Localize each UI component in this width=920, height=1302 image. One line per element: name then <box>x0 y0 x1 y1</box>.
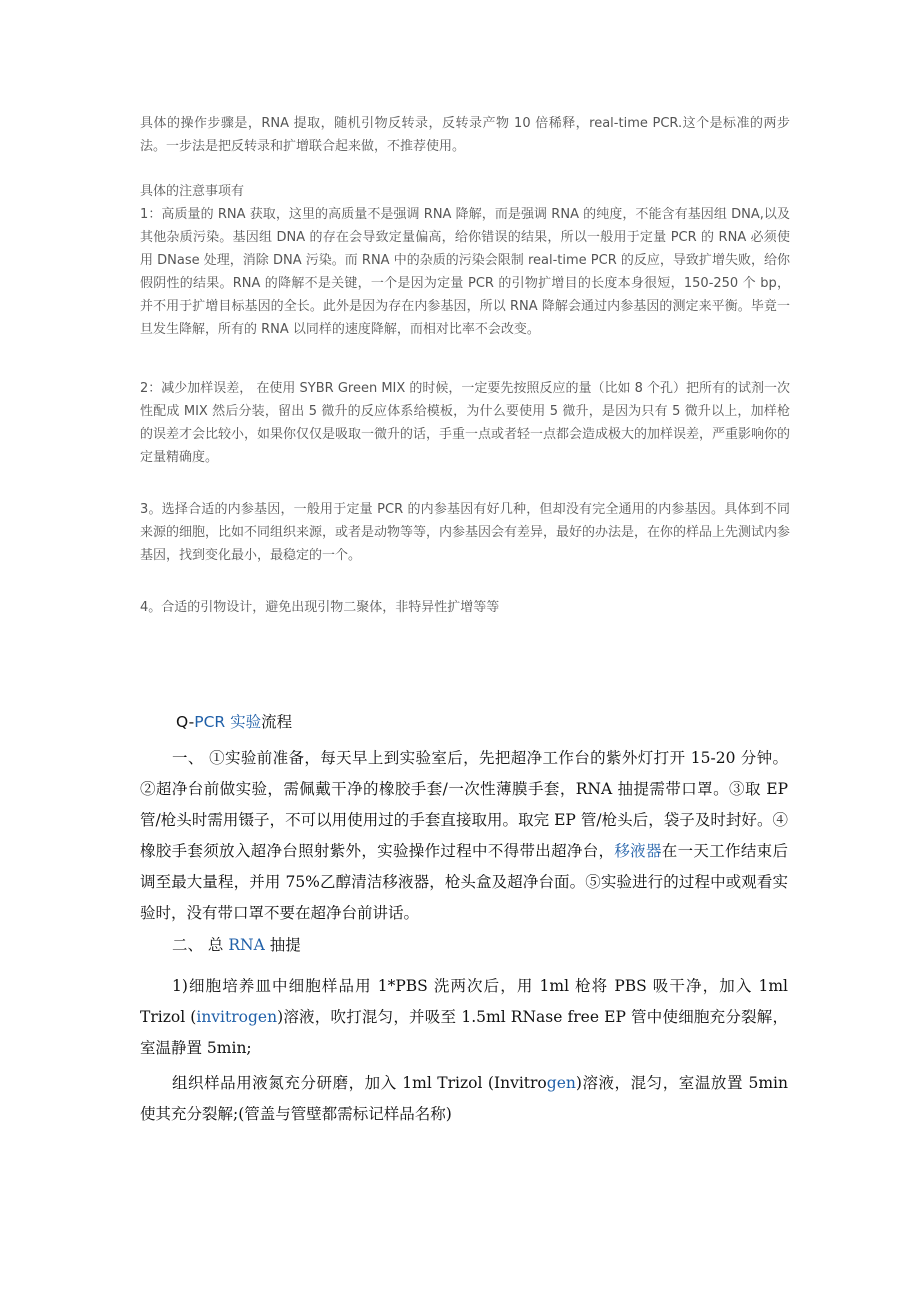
sub-step-1-text-b: )溶液，吹打混匀，并吸至 1.5ml RNase free EP 管中使细胞充分裂解，室温静置 5min; <box>140 1008 789 1057</box>
note-item-1: 1：高质量的 RNA 获取，这里的高质量不是强调 RNA 降解，而是强调 RNA 的纯度，不能含有基因组 DNA,以及其他杂质污染。基因组 DNA 的存在会导致定量偏高，给你错误的结果，所以一般用于定量 PCR 的 RNA 必须使用 DNase 处理，消除 DNA 污染。而 RNA 中的杂质的污染会限制 real-time PCR 的反应，导致扩增失败，给你假阴性的结果。RNA 的降解不是关键，一个是因为定量 PCR 的引物扩增目的长度本身很短，150-250 个 bp，并不用于扩增目标基因的全长。此外是因为存在内参基因，所以 RNA 降解会通过内参基因的测定来平衡。毕竟一旦发生降解，所有的 RNA 以同样的速度降解，而相对比率不会改变。 <box>140 207 790 337</box>
title-prefix: Q- <box>176 713 195 731</box>
notes-section <box>140 180 790 341</box>
intro-paragraph <box>140 112 790 158</box>
note-item-3-block <box>140 498 790 567</box>
step-2-heading <box>140 930 788 961</box>
step-2-text-a: 二、 总 <box>172 936 229 954</box>
sub-step-1-paragraph <box>140 971 788 1064</box>
note-item-4-block <box>140 596 790 619</box>
sub-step-1-text-a: 1)细胞培养皿中细胞样品用 1*PBS 洗两次后，用 1ml 枪将 PBS 吸干净，加入 1ml Trizol ( <box>140 977 788 1026</box>
rna-link[interactable]: RNA <box>228 936 265 954</box>
title-suffix: 流程 <box>261 713 293 731</box>
sub-step-2-text-b: )溶液，混匀，室温放置 5min 使其充分裂解;(管盖与管壁都需标记样品名称) <box>140 1074 788 1123</box>
note-item-4: 4。合适的引物设计，避免出现引物二聚体，非特异性扩增等等 <box>140 600 500 615</box>
step-2-text-b: 抽提 <box>264 936 301 954</box>
experiment-link[interactable]: 实验 <box>230 713 262 731</box>
step-1-text-a: 一、 ①实验前准备，每天早上到实验室后，先把超净工作台的紫外灯打开 15-20 分钟。②超净台前做实验，需佩戴干净的橡胶手套/一次性薄膜手套，RNA 抽提需带口罩。③取 EP 管/枪头时需用镊子，不可以用使用过的手套直接取用。取完 EP 管/枪头后，袋子及时封好。④橡胶手套须放入超净台照射紫外，实验操作过程中不得带出超净台， <box>140 749 788 860</box>
note-item-2: 2：减少加样误差， 在使用 SYBR Green MIX 的时候，一定要先按照反应的量（比如 8 个孔）把所有的试剂一次性配成 MIX 然后分装，留出 5 微升的反应体系给模板，为什么要使用 5 微升，是因为只有 5 微升以上，加样枪的误差才会比较小，如果你仅仅是吸取一微升的话，手重一点或者轻一点都会造成极大的加样误差，严重影响你的定量精确度。 <box>140 381 791 465</box>
protocol-title <box>176 710 292 732</box>
notes-heading: 具体的注意事项有 <box>140 184 245 199</box>
note-item-2-block <box>140 377 790 469</box>
gen-link[interactable]: gen <box>546 1074 576 1092</box>
intro-text: 具体的操作步骤是，RNA 提取，随机引物反转录，反转录产物 10 倍稀释，real-time PCR.这个是标准的两步法。一步法是把反转录和扩增联合起来做，不推荐使用。 <box>140 116 790 154</box>
invitrogen-link[interactable]: invitrogen <box>196 1008 278 1026</box>
step-1-paragraph <box>140 743 788 929</box>
note-item-3: 3。选择合适的内参基因，一般用于定量 PCR 的内参基因有好几种，但却没有完全通用的内参基因。具体到不同来源的细胞，比如不同组织来源，或者是动物等等，内参基因会有差异，最好的办法是，在你的样品上先测试内参基因，找到变化最小，最稳定的一个。 <box>140 502 791 563</box>
step-1-text-b: 在一天工作结束后调至最大量程，并用 75%乙醇清洁移液器，枪头盒及超净台面。⑤实验进行的过程中或观看实验时，没有带口罩不要在超净台前讲话。 <box>140 842 788 922</box>
sub-step-2-paragraph <box>140 1068 788 1130</box>
pcr-link[interactable]: PCR <box>194 713 226 731</box>
sub-step-2-text-a: 组织样品用液氮充分研磨，加入 1ml Trizol (Invitro <box>172 1074 547 1092</box>
pipette-link[interactable]: 移液器 <box>614 842 662 860</box>
